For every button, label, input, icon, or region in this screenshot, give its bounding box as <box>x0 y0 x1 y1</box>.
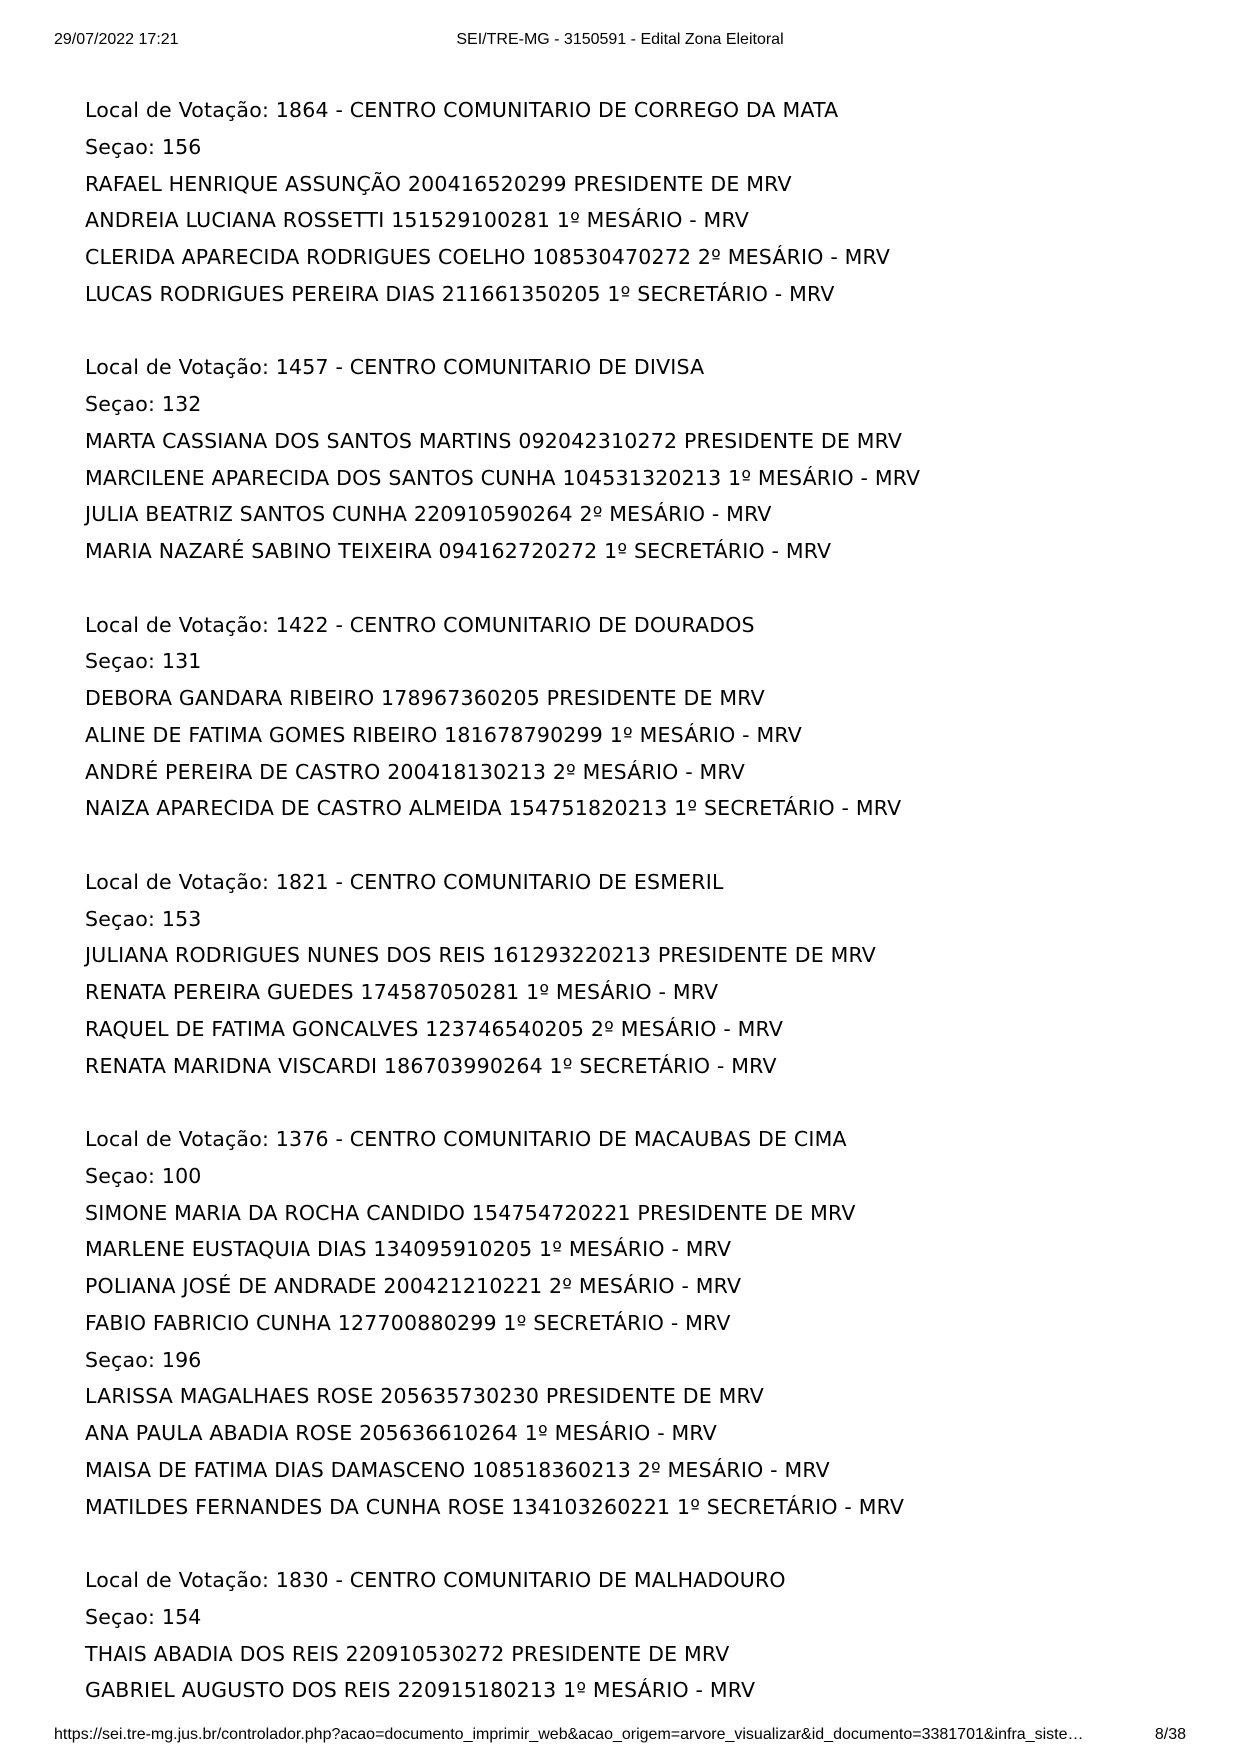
polling-place-block <box>85 92 1195 313</box>
polling-place-title: Local de Votação: 1830 - CENTRO COMUNITARIO DE MALHADOURO <box>85 1568 786 1592</box>
poll-worker-entry: ANDRÉ PEREIRA DE CASTRO 200418130213 2º MESÁRIO - MRV <box>85 759 745 784</box>
poll-worker-entry: MARCILENE APARECIDA DOS SANTOS CUNHA 104531320213 1º MESÁRIO - MRV <box>85 465 921 490</box>
polling-place-block <box>85 349 1195 570</box>
poll-worker-entry: JULIANA RODRIGUES NUNES DOS REIS 161293220213 PRESIDENTE DE MRV <box>85 943 877 968</box>
print-header <box>0 28 1240 52</box>
section-number: Seçao: 100 <box>85 1163 202 1188</box>
poll-worker-entry: MARLENE EUSTAQUIA DIAS 134095910205 1º MESÁRIO - MRV <box>85 1237 732 1262</box>
poll-worker-entry: RAFAEL HENRIQUE ASSUNÇÃO 200416520299 PRESIDENTE DE MRV <box>85 171 792 196</box>
polling-place-title: Local de Votação: 1422 - CENTRO COMUNITARIO DE DOURADOS <box>85 612 755 637</box>
polling-place-title: Local de Votação: 1376 - CENTRO COMUNITARIO DE MACAUBAS DE CIMA <box>85 1127 847 1151</box>
print-datetime: 29/07/2022 17:21 <box>54 31 179 48</box>
poll-worker-entry: RENATA PEREIRA GUEDES 174587050281 1º MESÁRIO - MRV <box>85 980 719 1004</box>
poll-worker-entry: LUCAS RODRIGUES PEREIRA DIAS 211661350205 1º SECRETÁRIO - MRV <box>85 281 835 306</box>
section-number: Seçao: 196 <box>85 1347 202 1372</box>
poll-worker-entry: JULIA BEATRIZ SANTOS CUNHA 220910590264 2º MESÁRIO - MRV <box>85 502 772 527</box>
polling-place-block <box>85 1562 1195 1709</box>
poll-worker-entry: MAISA DE FATIMA DIAS DAMASCENO 108518360213 2º MESÁRIO - MRV <box>85 1457 830 1482</box>
poll-worker-entry: LARISSA MAGALHAES ROSE 205635730230 PRESIDENTE DE MRV <box>85 1384 765 1409</box>
section-number: Seçao: 153 <box>85 906 202 931</box>
poll-worker-entry: RENATA MARIDNA VISCARDI 186703990264 1º SECRETÁRIO - MRV <box>85 1053 777 1078</box>
poll-worker-entry: MARTA CASSIANA DOS SANTOS MARTINS 092042310272 PRESIDENTE DE MRV <box>85 428 903 453</box>
poll-worker-entry: THAIS ABADIA DOS REIS 220910530272 PRESIDENTE DE MRV <box>85 1641 730 1666</box>
section-number: Seçao: 131 <box>85 649 202 674</box>
block-separator <box>85 1525 1195 1562</box>
print-url: https://sei.tre-mg.jus.br/controlador.php?acao=documento_imprimir_web&acao_origem=arvore_visualizar&id_documento=3381701&infra_siste… <box>54 1726 1084 1743</box>
page-number: 8/38 <box>1154 1726 1186 1743</box>
poll-worker-entry: MATILDES FERNANDES DA CUNHA ROSE 134103260221 1º SECRETÁRIO - MRV <box>85 1494 905 1519</box>
block-separator <box>85 1084 1195 1121</box>
poll-worker-entry: NAIZA APARECIDA DE CASTRO ALMEIDA 154751820213 1º SECRETÁRIO - MRV <box>85 796 902 821</box>
poll-worker-entry: ALINE DE FATIMA GOMES RIBEIRO 181678790299 1º MESÁRIO - MRV <box>85 722 802 747</box>
poll-worker-entry: POLIANA JOSÉ DE ANDRADE 200421210221 2º MESÁRIO - MRV <box>85 1274 742 1298</box>
polling-place-title: Local de Votação: 1821 - CENTRO COMUNITARIO DE ESMERIL <box>85 869 724 894</box>
print-title: SEI/TRE-MG - 3150591 - Edital Zona Eleitoral <box>456 31 784 48</box>
print-footer <box>0 1723 1240 1747</box>
section-number: Seçao: 154 <box>85 1604 202 1629</box>
poll-worker-entry: RAQUEL DE FATIMA GONCALVES 123746540205 2º MESÁRIO - MRV <box>85 1016 784 1041</box>
poll-worker-entry: ANDREIA LUCIANA ROSSETTI 151529100281 1º MESÁRIO - MRV <box>85 208 749 233</box>
poll-worker-entry: CLERIDA APARECIDA RODRIGUES COELHO 108530470272 2º MESÁRIO - MRV <box>85 245 891 269</box>
polling-place-block <box>85 607 1195 828</box>
block-separator <box>85 827 1195 864</box>
document-body <box>85 92 1195 1709</box>
polling-place-title: Local de Votação: 1457 - CENTRO COMUNITARIO DE DIVISA <box>85 355 705 380</box>
polling-place-title: Local de Votação: 1864 - CENTRO COMUNITARIO DE CORREGO DA MATA <box>85 98 839 122</box>
poll-worker-entry: MARIA NAZARÉ SABINO TEIXEIRA 094162720272 1º SECRETÁRIO - MRV <box>85 539 832 563</box>
polling-place-block <box>85 864 1195 1085</box>
poll-worker-entry: ANA PAULA ABADIA ROSE 205636610264 1º MESÁRIO - MRV <box>85 1421 717 1445</box>
poll-worker-entry: FABIO FABRICIO CUNHA 127700880299 1º SECRETÁRIO - MRV <box>85 1310 731 1335</box>
poll-worker-entry: DEBORA GANDARA RIBEIRO 178967360205 PRESIDENTE DE MRV <box>85 686 765 710</box>
section-number: Seçao: 156 <box>85 134 202 159</box>
block-separator <box>85 570 1195 607</box>
poll-worker-entry: GABRIEL AUGUSTO DOS REIS 220915180213 1º MESÁRIO - MRV <box>85 1678 756 1703</box>
poll-worker-entry: SIMONE MARIA DA ROCHA CANDIDO 154754720221 PRESIDENTE DE MRV <box>85 1200 856 1225</box>
block-separator <box>85 313 1195 350</box>
section-number: Seçao: 132 <box>85 392 202 416</box>
polling-place-block <box>85 1121 1195 1525</box>
